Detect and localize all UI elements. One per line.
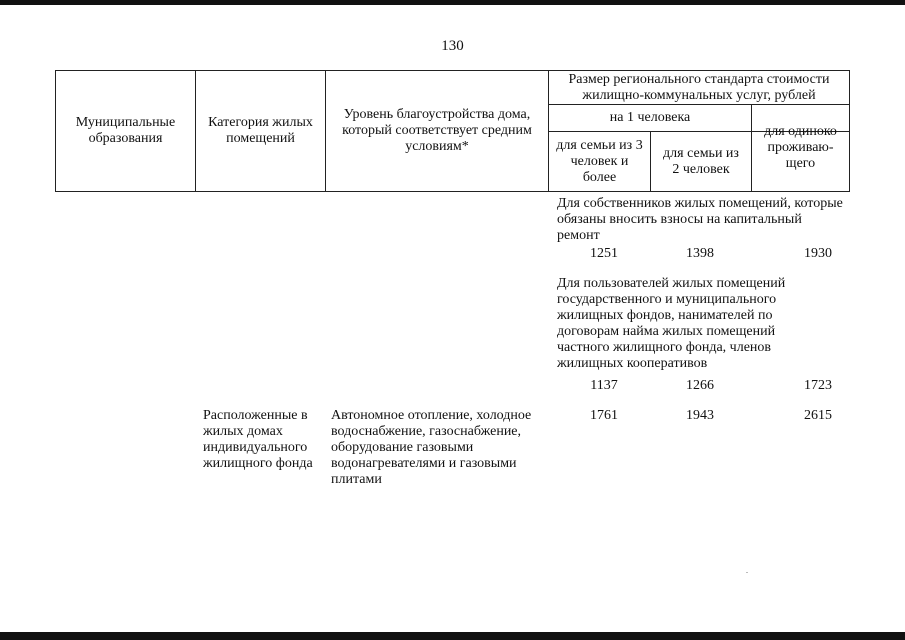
header-family3: для семьи из 3 человек и более: [556, 137, 643, 185]
header-level: Уровень благоустройства дома, который соответствует средним условиям*: [342, 107, 532, 154]
scan-speck: [746, 572, 748, 573]
section-owners-title: Для собственников жилых помещений, которые обязаны вносить взносы на капитальный ремонт: [557, 196, 843, 243]
bottom-scan-border: [0, 632, 905, 640]
value-row-family2: 1943: [686, 408, 714, 423]
page-number: 130: [441, 38, 464, 54]
value-owners-single: 1930: [804, 246, 832, 261]
header-per-person: на 1 человека: [609, 110, 691, 125]
row-level: Автономное отопление, холодное водоснабжение, газоснабжение, оборудование газовыми водонагревателями и газовыми плитами: [331, 408, 532, 487]
header-municipal: Муниципальные образования: [75, 115, 176, 146]
value-row-family3: 1761: [590, 408, 618, 423]
header-single: для одиноко проживаю-щего: [764, 124, 837, 171]
header-size: Размер регионального стандарта стоимости жилищно-коммунальных услуг, рублей: [568, 71, 830, 103]
value-owners-family3: 1251: [590, 246, 618, 261]
value-row-single: 2615: [804, 408, 832, 423]
header-category: Категория жилых помещений: [208, 115, 313, 146]
top-scan-border: [0, 0, 905, 5]
value-owners-family2: 1398: [686, 246, 714, 261]
row-category: Расположенные в жилых домах индивидуального жилищного фонда: [203, 408, 313, 471]
value-users-family3: 1137: [590, 378, 618, 393]
value-users-family2: 1266: [686, 378, 714, 393]
header-family2: для семьи из 2 человек: [663, 145, 739, 177]
section-users-title: Для пользователей жилых помещений государственного и муниципального жилищных фондов, нанимателей по договорам найма жилых помещений частного жилищного фонда, членов жилищных кооперативов: [557, 276, 786, 371]
value-users-single: 1723: [804, 378, 832, 393]
